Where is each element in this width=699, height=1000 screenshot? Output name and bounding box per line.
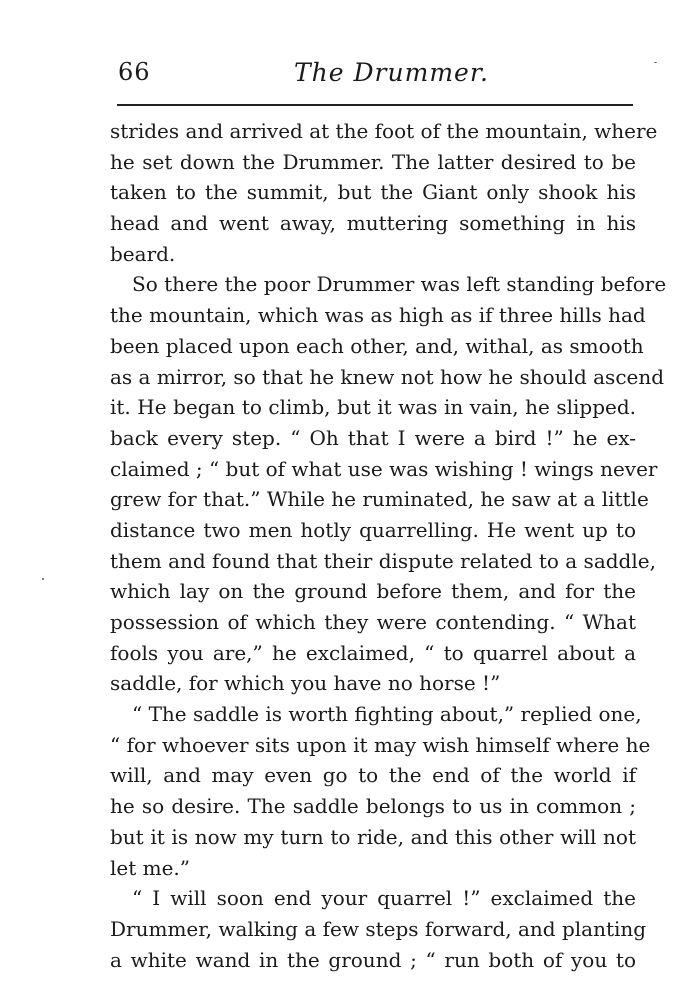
text-line: “ for whoever sits upon it may wish himself where he: [110, 732, 651, 757]
text-line: distance two men hotly quarrelling. He went up to: [110, 517, 636, 542]
text-line: it. He began to climb, but it was in vain, he slipped.: [110, 395, 636, 420]
text-line: a white wand in the ground ; “ run both of you to: [110, 947, 636, 972]
running-title: The Drummer.: [294, 58, 489, 87]
text-line: back every step. “ Oh that I were a bird !” he ex-: [110, 425, 636, 450]
text-line: strides and arrived at the foot of the mountain, where: [110, 119, 658, 143]
text-line: taken to the summit, but the Giant only shook his: [110, 180, 636, 205]
text-line: he so desire. The saddle belongs to us in common ;: [110, 794, 636, 819]
text-line: claimed ; “ but of what use was wishing ! wings never: [110, 456, 658, 481]
text-line: them and found that their dispute related to a saddle,: [110, 548, 656, 573]
text-line: but it is now my turn to ride, and this other will not: [110, 824, 636, 849]
header-rule: [117, 104, 633, 106]
text-line: let me.”: [110, 855, 191, 880]
text-line: as a mirror, so that he knew not how he should ascend: [110, 364, 665, 389]
text-line: fools you are,” he exclaimed, “ to quarrel about a: [110, 640, 636, 665]
body-text: [110, 116, 667, 975]
text-line: possession of which they were contending. “ What: [110, 610, 636, 634]
text-line: head and went away, muttering something in his: [110, 211, 636, 236]
text-line: Drummer, walking a few steps forward, and planting: [110, 916, 647, 941]
paper-speck: [654, 62, 657, 63]
text-line: “ I will soon end your quarrel !” exclaimed the: [132, 886, 636, 911]
text-line: been placed upon each other, and, withal, as smooth: [110, 333, 644, 358]
paper-speck: [42, 578, 44, 580]
text-line: beard.: [110, 241, 176, 266]
text-line: “ The saddle is worth fighting about,” replied one,: [132, 702, 642, 727]
text-line: he set down the Drummer. The latter desired to be: [110, 149, 636, 174]
text-line: saddle, for which you have no horse !”: [110, 671, 501, 696]
text-line: grew for that.” While he ruminated, he saw at a little: [110, 487, 649, 512]
text-line: will, and may even go to the end of the world if: [110, 763, 636, 788]
page-header: [112, 58, 636, 98]
page-number: 66: [118, 58, 151, 86]
text-line: the mountain, which was as high as if three hills had: [110, 303, 646, 328]
text-line: which lay on the ground before them, and for the: [110, 579, 636, 604]
text-line: So there the poor Drummer was left standing before: [132, 272, 667, 297]
